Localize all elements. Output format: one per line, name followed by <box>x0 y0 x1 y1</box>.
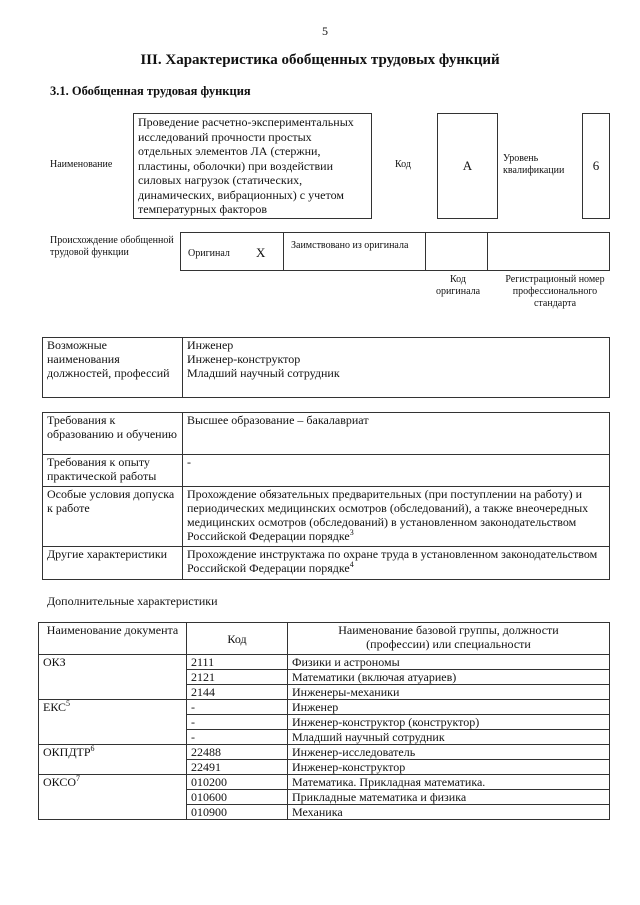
name-value: Проведение расчетно-экспериментальных исследований прочности простых отдельных элементов ЛА (стержни, пластины, оболочки) при воздействии силовых нагрузок (статических, динамических, вибрационных) с учетом температурных факторов <box>133 113 372 219</box>
header-name: Наименование базовой группы, должности (профессии) или специальности <box>288 623 610 655</box>
reg-number-caption: Регистрационый номер профессионального стандарта <box>505 274 605 309</box>
document-cell <box>39 775 187 820</box>
name-cell: Инженер <box>288 700 610 715</box>
requirement-text: Прохождение инструктажа по охране труда в установленном законодательством Российской Федерации порядке <box>187 547 598 575</box>
requirement-label: Требования к опыту практической работы <box>43 455 183 487</box>
name-cell: Физики и астрономы <box>288 655 610 670</box>
positions-values <box>183 338 610 398</box>
footnote-ref: 7 <box>76 774 81 783</box>
additional-title: Дополнительные характеристики <box>47 594 218 608</box>
requirement-value: Высшее образование – бакалавриат <box>183 413 610 455</box>
code-cell: 010200 <box>187 775 288 790</box>
name-cell: Прикладные математика и физика <box>288 790 610 805</box>
table-row <box>39 655 610 670</box>
requirement-label: Особые условия допуска к работе <box>43 487 183 547</box>
requirement-label: Другие характеристики <box>43 547 183 580</box>
subsection-title: 3.1. Обобщенная трудовая функция <box>50 84 251 98</box>
requirement-text: Прохождение обязательных предварительных (при поступлении на работу) и периодических медицинских осмотров (обследований), а также внеочередных медицинских осмотров (обследований) в установленном законодательством Российской Федерации порядке <box>187 487 589 543</box>
document-name: ОКЗ <box>43 655 66 669</box>
position-item: Младший научный сотрудник <box>187 366 340 380</box>
page-number: 5 <box>322 24 328 38</box>
code-original-caption: Код оригинала <box>435 274 481 297</box>
section-title: III. Характеристика обобщенных трудовых функций <box>140 52 500 68</box>
name-label: Наименование <box>50 159 113 170</box>
document-name: ОКПДТР <box>43 745 91 759</box>
code-label: Код <box>395 159 411 170</box>
code-cell: 22488 <box>187 745 288 760</box>
requirement-value <box>183 547 610 580</box>
requirements-table <box>42 412 610 580</box>
position-item: Инженер <box>187 338 234 352</box>
document-name: ОКСО <box>43 775 77 789</box>
table-row <box>39 775 610 790</box>
table-row <box>39 745 610 760</box>
requirement-value <box>183 487 610 547</box>
header-code: Код <box>187 623 288 655</box>
table-row <box>43 547 610 580</box>
footnote-ref: 4 <box>349 560 354 569</box>
footnote-ref: 5 <box>66 699 71 708</box>
additional-table <box>38 622 610 820</box>
requirement-label: Требования к образованию и обучению <box>43 413 183 455</box>
header-document: Наименование документа <box>39 623 187 655</box>
code-cell: 2144 <box>187 685 288 700</box>
positions-label: Возможные наименования должностей, профессий <box>43 338 183 398</box>
name-cell: Инженер-конструктор (конструктор) <box>288 715 610 730</box>
code-cell: 010900 <box>187 805 288 820</box>
level-value: 6 <box>582 113 610 219</box>
code-value: А <box>437 113 498 219</box>
code-cell: - <box>187 700 288 715</box>
code-cell: 22491 <box>187 760 288 775</box>
document-cell <box>39 745 187 775</box>
code-cell: - <box>187 730 288 745</box>
document-cell <box>39 655 187 700</box>
name-cell: Механика <box>288 805 610 820</box>
table-row <box>43 413 610 455</box>
name-cell: Инженер-исследователь <box>288 745 610 760</box>
footnote-ref: 6 <box>90 744 95 753</box>
original-mark: X <box>256 245 266 260</box>
code-cell: 2111 <box>187 655 288 670</box>
document-name: ЕКС <box>43 700 67 714</box>
borrowed-label: Заимствовано из оригинала <box>291 240 409 251</box>
name-cell: Инженер-конструктор <box>288 760 610 775</box>
table-row <box>43 487 610 547</box>
requirement-value: - <box>183 455 610 487</box>
name-cell: Младший научный сотрудник <box>288 730 610 745</box>
table-row <box>43 455 610 487</box>
position-item: Инженер-конструктор <box>187 352 301 366</box>
document-cell <box>39 700 187 745</box>
code-cell: 010600 <box>187 790 288 805</box>
code-cell: - <box>187 715 288 730</box>
name-cell: Инженеры-механики <box>288 685 610 700</box>
code-cell: 2121 <box>187 670 288 685</box>
name-cell: Математики (включая атуариев) <box>288 670 610 685</box>
origin-label: Происхождение обобщенной трудовой функции <box>50 235 174 258</box>
footnote-ref: 3 <box>349 528 354 537</box>
original-label: Оригинал <box>188 248 230 259</box>
table-row <box>39 700 610 715</box>
level-label: Уровень квалификации <box>503 153 565 176</box>
positions-table <box>42 337 610 398</box>
table-header <box>39 623 610 655</box>
name-cell: Математика. Прикладная математика. <box>288 775 610 790</box>
